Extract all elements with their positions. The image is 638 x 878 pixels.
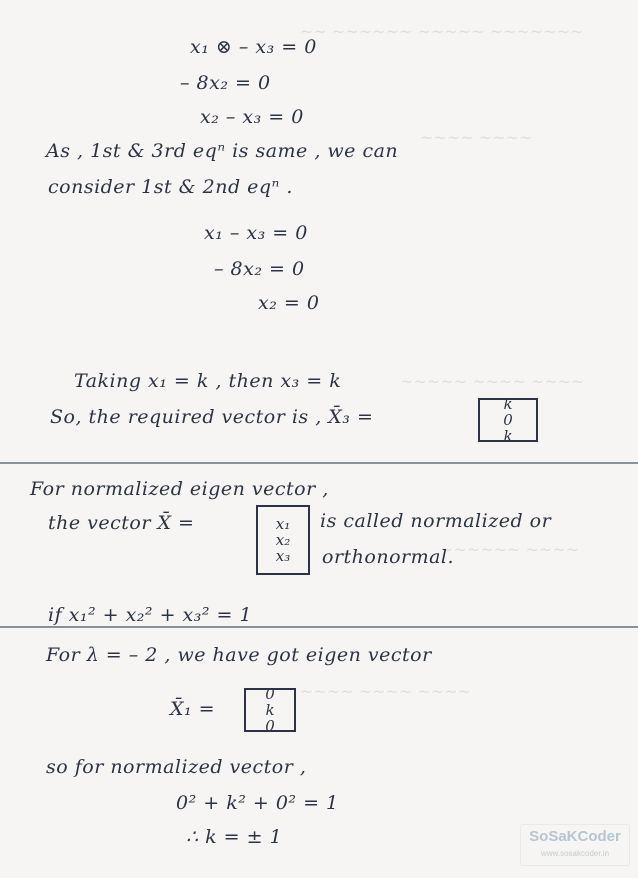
text-line: Taking x₁ = k , then x₃ = k [74, 370, 342, 392]
section-heading: For normalized eigen vector , [30, 478, 329, 500]
section-divider [0, 462, 638, 464]
equation-line: x₂ = 0 [258, 292, 320, 314]
vector-x-matrix [256, 505, 310, 575]
matrix-entry: 0 [265, 717, 275, 735]
matrix-entry: k [503, 395, 513, 413]
text-line: As , 1st & 3rd eqⁿ is same , we can [46, 140, 399, 162]
text-line: so for normalized vector , [46, 756, 307, 778]
text-line: consider 1st & 2nd eqⁿ . [48, 176, 293, 198]
bleed-through-text: ~~~~~~ ~~~~ [440, 540, 580, 559]
equation-line: ∴ k = ± 1 [186, 826, 283, 848]
matrix-entry: k [265, 701, 275, 719]
equation-line: x₁ ⊗ – x₃ = 0 [190, 36, 317, 58]
bleed-through-text: ~~~~~ ~~~~ ~~~~ [400, 372, 585, 391]
matrix-entry: x₂ [275, 531, 291, 549]
section-divider [0, 626, 638, 628]
bleed-through-text: ~~ ~~~~~~ ~~~~~ ~~~~~~~ [300, 22, 584, 41]
bleed-through-text: ~~~~ ~~~~ ~~~~ [300, 682, 472, 701]
matrix-entry: k [503, 427, 513, 445]
text-line: orthonormal. [322, 546, 455, 568]
watermark-logo: SoSaKCoder www.sosakcoder.in [520, 824, 630, 866]
matrix-entry: x₁ [275, 515, 291, 533]
matrix-entry: x₃ [275, 547, 291, 565]
text-line: So, the required vector is , X̄₃ = [50, 406, 374, 428]
text-line: the vector X̄ = [48, 512, 195, 534]
matrix-entry: 0 [503, 411, 513, 429]
equation-line: 0² + k² + 0² = 1 [176, 792, 339, 814]
equation-line: if x₁² + x₂² + x₃² = 1 [48, 604, 253, 626]
bleed-through-text: ~~~~ ~~~~ [420, 128, 533, 147]
vector-x3-matrix [478, 395, 538, 445]
equation-line: – 8x₂ = 0 [180, 72, 271, 94]
equation-line: x₂ – x₃ = 0 [200, 106, 304, 128]
equation-line: – 8x₂ = 0 [214, 258, 305, 280]
vector-x1-matrix [244, 685, 296, 735]
equation-line: x₁ – x₃ = 0 [204, 222, 308, 244]
matrix-entry: 0 [265, 685, 275, 703]
equation-line: X̄₁ = [170, 698, 216, 720]
text-line: is called normalized or [320, 510, 552, 532]
text-line: For λ = – 2 , we have got eigen vector [46, 644, 432, 666]
